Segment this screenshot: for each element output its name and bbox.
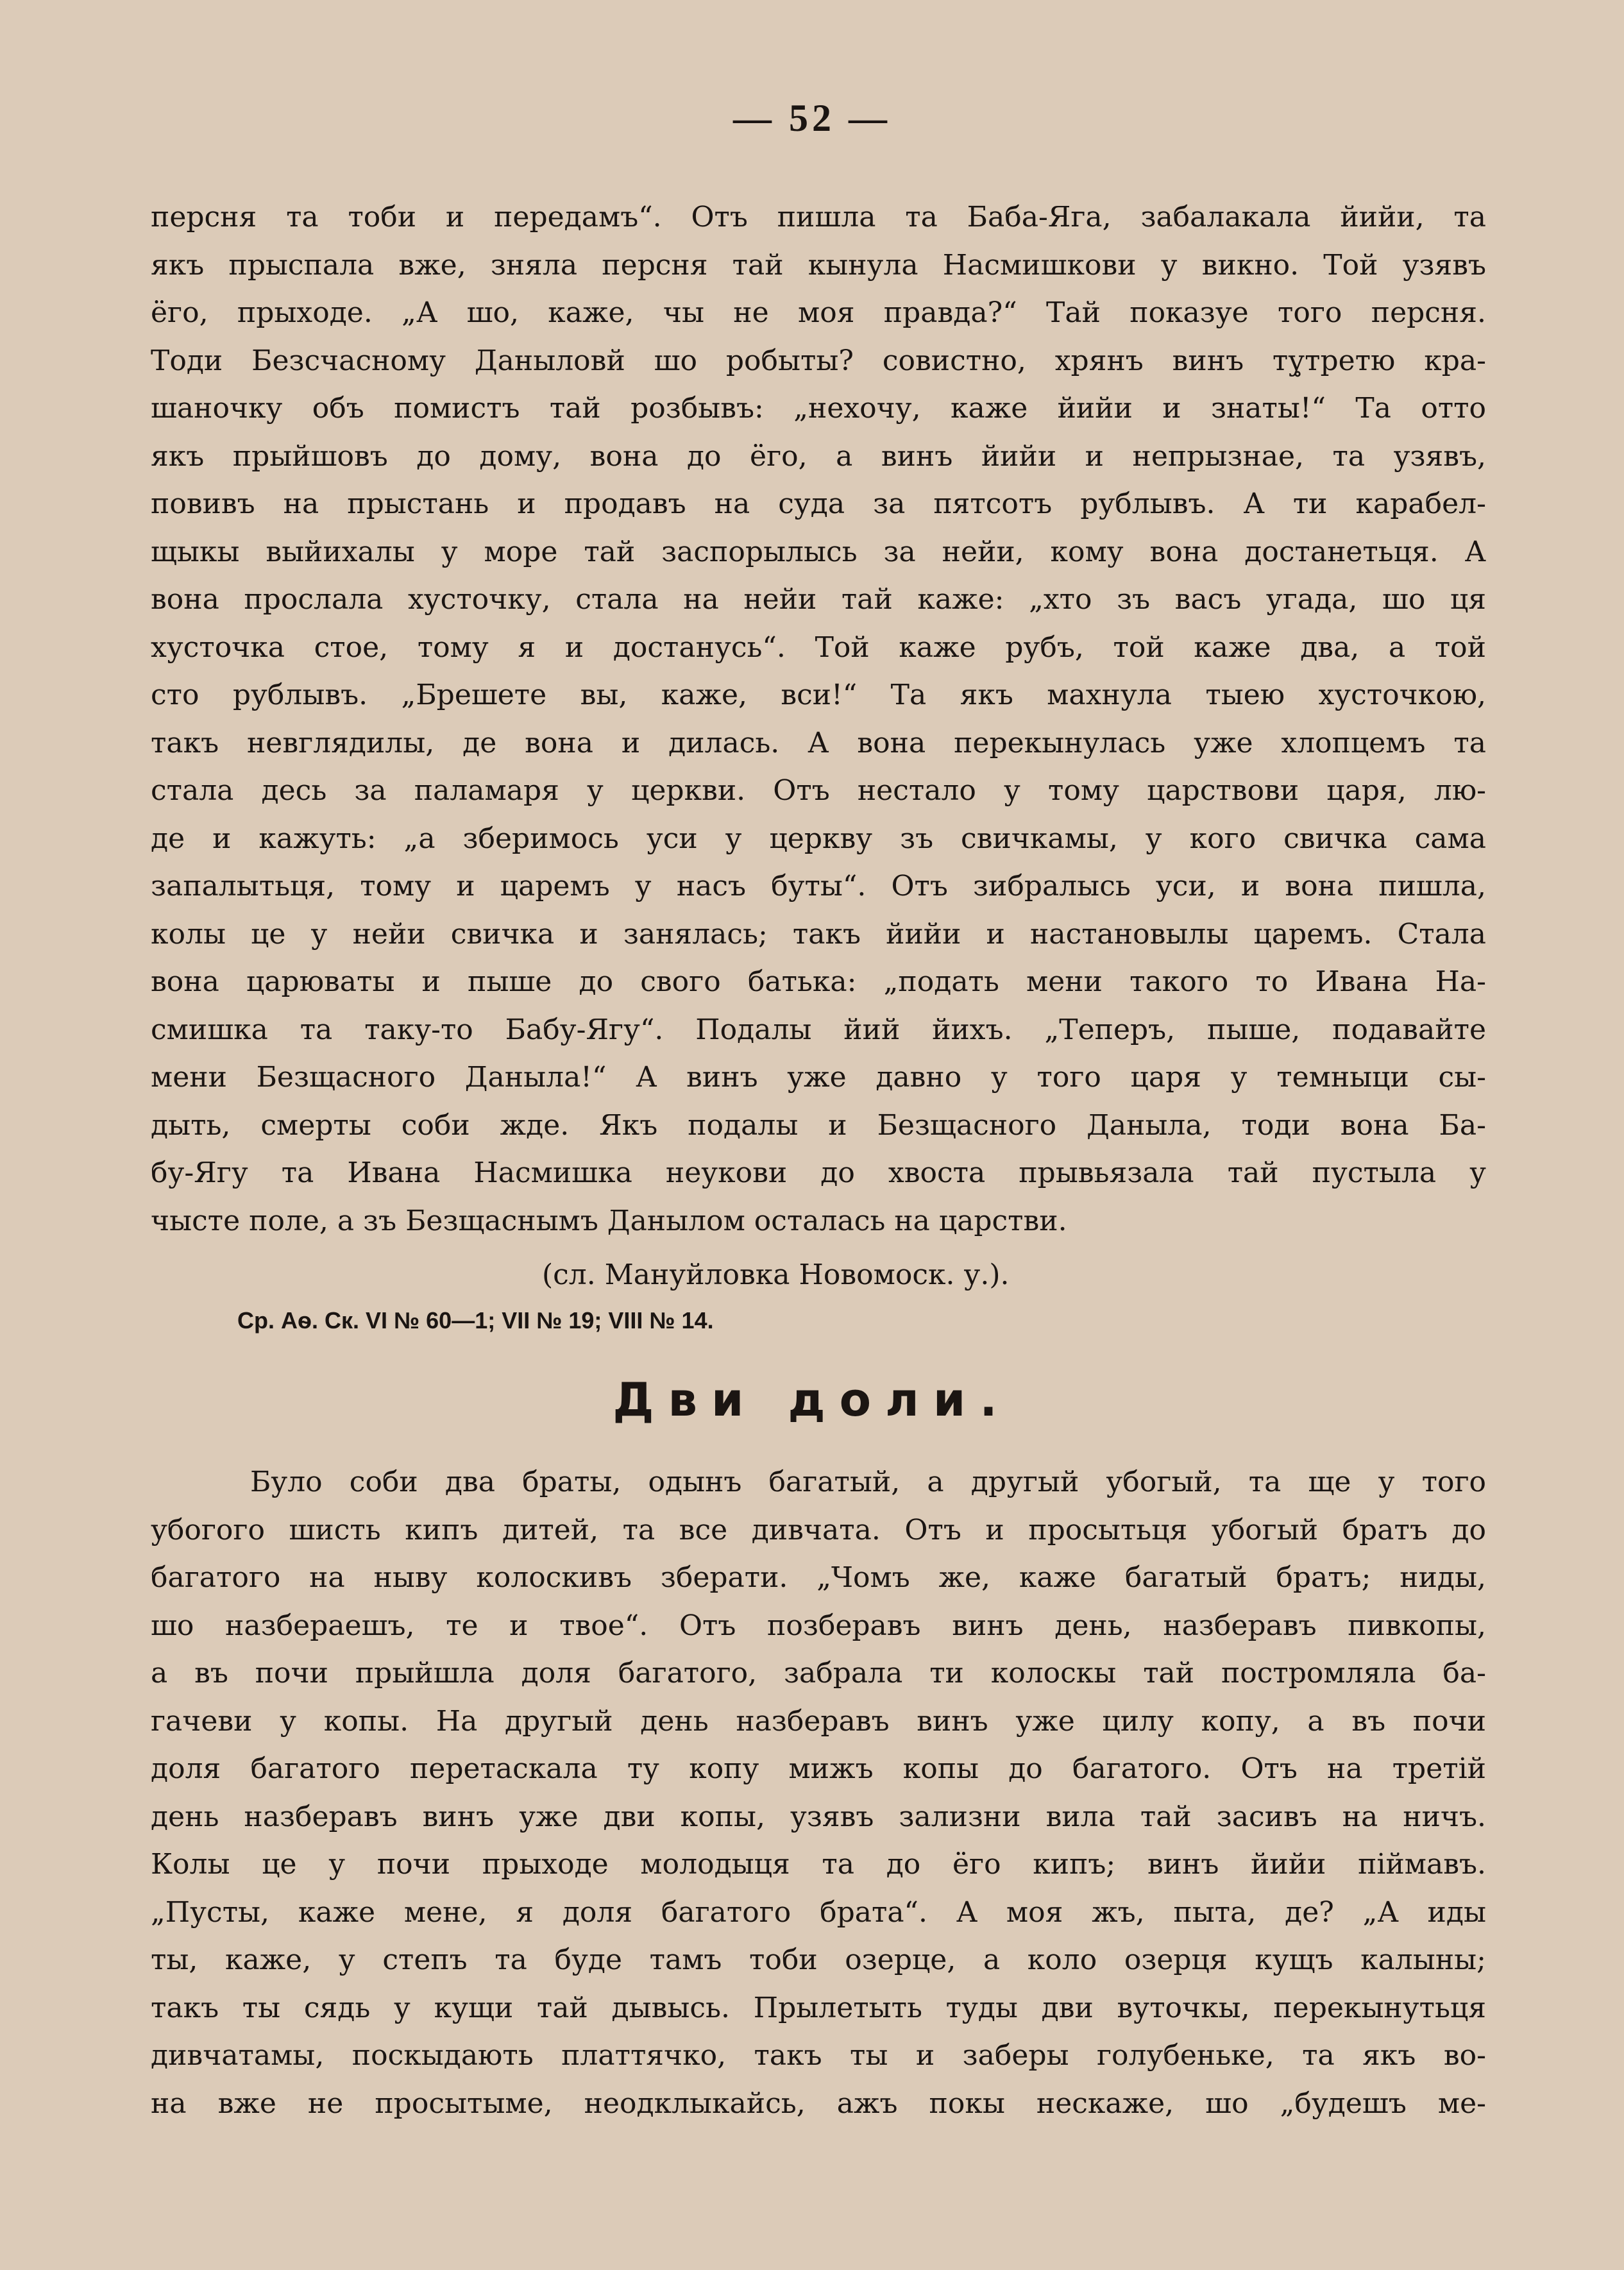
cross-reference: Ср. Аѳ. Ск. VI № 60—1; VII № 19; VIII № 14. (237, 1307, 714, 1334)
text-line: такъ невглядилы, де вона и дилась. А вона перекынулась уже хлопцемъ та (151, 726, 1486, 759)
text-line: ёго, прыходе. „А шо, каже, чы не моя правда?“ Тай показуе того персня. (151, 296, 1486, 329)
text-line: запалытьця, тому и царемъ у насъ буты“. Отъ зибралысь уси, и вона пишла, (151, 870, 1486, 902)
text-line: колы це у нейи свичка и занялась; такъ йийи и настановылы царемъ. Стала (151, 917, 1486, 951)
text-line: на вже не просытыме, неодклыкайсь, ажъ покы нескаже, шо „будешъ ме- (151, 2087, 1486, 2120)
text-line: гачеви у копы. На другый день назберавъ винъ уже цилу копу, а въ почи (151, 1704, 1486, 1738)
text-line: шо назбераешъ, те и твое“. Отъ позберавъ винъ день, назберавъ пивкопы, (151, 1609, 1486, 1642)
story-continuation-text (151, 194, 1486, 1245)
text-line: чысте поле, а зъ Безщаснымъ Данылом осталась на царстви. (151, 1204, 1067, 1237)
text-line: щыкы выйихалы у море тай заспорылысь за нейи, кому вона достанетьця. А (151, 535, 1486, 568)
text-line: якъ прыспала вже, зняла персня тай кынула Насмишкови у викно. Той узявъ (151, 248, 1486, 282)
text-line: а въ почи прыйшла доля багатого, забрала ти колоскы тай постромляла ба- (151, 1657, 1486, 1690)
text-line: вона царюваты и пыше до свого батька: „подать мени такого то Ивана На- (151, 965, 1486, 998)
text-line: сто рублывъ. „Брешете вы, каже, вси!“ Та якъ махнула тыею хусточкою, (151, 679, 1486, 711)
page-number: — 52 — (733, 97, 891, 139)
text-line: вона прослала хусточку, стала на нейи тай каже: „хто зъ васъ угада, шо ця (151, 583, 1486, 616)
text-line: доля багатого перетаскала ту копу мижъ копы до багатого. Отъ на третій (151, 1752, 1486, 1785)
text-line: Було соби два браты, одынъ багатый, а другый убогый, та ще у того (250, 1466, 1486, 1498)
text-line: „Пусты, каже мене, я доля багатого брата“. А моя жъ, пыта, де? „А иды (151, 1895, 1486, 1929)
text-line: багатого на ныву колоскивъ зберати. „Чомъ же, каже багатый братъ; ниды, (151, 1561, 1486, 1594)
text-line: повивъ на прыстань и продавъ на суда за пятсотъ рублывъ. А ти карабел- (151, 487, 1486, 520)
text-line: ты, каже, у степъ та буде тамъ тоби озерце, а коло озерця кущъ калыны; (151, 1944, 1486, 1976)
text-line: такъ ты сядь у кущи тай дывысь. Прылетыть туды дви вуточкы, перекынутьця (151, 1991, 1486, 2024)
text-line: смишка та таку-то Бабу-Ягу“. Подалы йий йихъ. „Теперъ, пыше, подавайте (151, 1013, 1486, 1046)
text-line: якъ прыйшовъ до дому, вона до ёго, а винъ йийи и непрызнае, та узявъ, (151, 439, 1486, 473)
text-line: убогого шисть кипъ дитей, та все дивчата. Отъ и просытьця убогый братъ до (151, 1513, 1486, 1546)
story-body-text (151, 1459, 1486, 2128)
story-title: Дви доли. (613, 1373, 1011, 1427)
text-line: дыть, смерты соби жде. Якъ подалы и Безщасного Даныла, тоди вона Ба- (151, 1108, 1486, 1142)
text-line: де и кажуть: „а зберимось уси у церкву зъ свичкамы, у кого свичка сама (151, 822, 1486, 855)
text-line: персня та тоби и передамъ“. Отъ пишла та Баба-Яга, забалакала йийи, та (151, 201, 1486, 233)
source-note: (сл. Мануйловка Новомоск. у.). (542, 1258, 1010, 1291)
text-line: Колы це у почи прыходе молодыця та до ёго кипъ; винъ йийи піймавъ. (151, 1848, 1486, 1881)
text-line: шаночку объ помистъ тай розбывъ: „нехочу, каже йийи и знаты!“ Та отто (151, 392, 1486, 425)
text-line: Тоди Безсчасному Даныловй шо робыты? совистно, хрянъ винъ ту̥третю кра- (151, 344, 1486, 377)
text-line: дивчатамы, поскыдають платтячко, такъ ты и заберы голубеньке, та якъ во- (151, 2039, 1486, 2072)
text-line: мени Безщасного Даныла!“ А винъ уже давно у того царя у темныци сы- (151, 1061, 1486, 1094)
text-line: хусточка стое, тому я и достанусь“. Той каже рубъ, той каже два, а той (151, 631, 1486, 664)
text-line: стала десь за паламаря у церкви. Отъ нестало у тому царствови царя, лю- (151, 774, 1486, 807)
text-line: день назберавъ винъ уже дви копы, узявъ зализни вила тай засивъ на ничъ. (151, 1800, 1486, 1833)
text-line: бу-Ягу та Ивана Насмишка неукови до хвоста прывьязала тай пустыла у (151, 1156, 1486, 1189)
